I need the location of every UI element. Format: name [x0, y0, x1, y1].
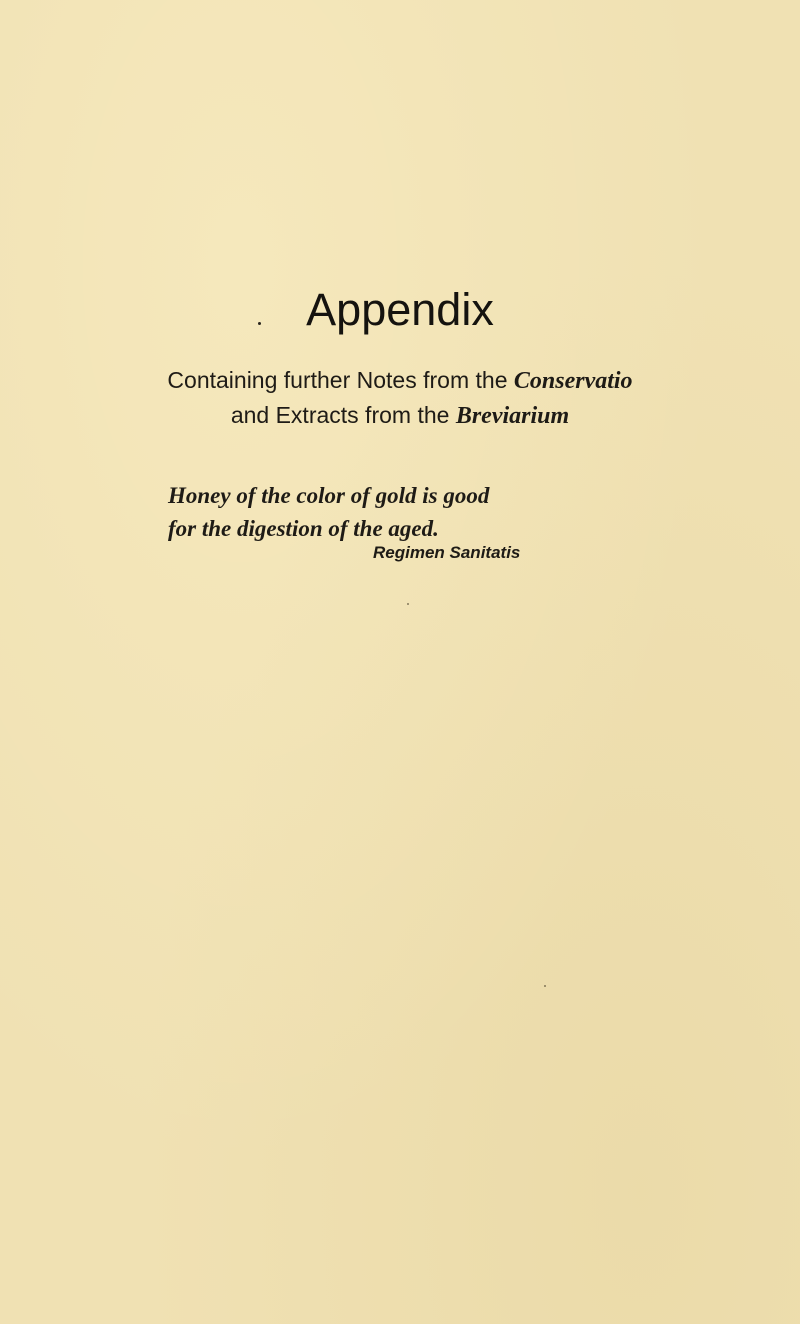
- page-title: [0, 282, 800, 338]
- subtitle-line-1: [0, 363, 800, 398]
- title-text: Appendix: [306, 284, 494, 335]
- paper-speck: [407, 603, 409, 605]
- epigraph-line-1: Honey of the color of gold is good: [168, 483, 490, 508]
- print-mark: [258, 322, 261, 325]
- subtitle-line-1-text: Containing further Notes from the: [167, 367, 514, 393]
- paper-speck: [544, 985, 546, 987]
- subtitle-line-1-italic: Conservatio: [513, 368, 633, 394]
- epigraph-attribution: Regimen Sanitatis: [373, 543, 521, 562]
- subtitle-line-2-text: and Extracts from the: [230, 402, 456, 428]
- subtitle: [0, 363, 800, 433]
- epigraph-line-2: for the digestion of the aged.: [168, 516, 439, 541]
- subtitle-line-2: [0, 398, 800, 433]
- subtitle-line-2-italic: Breviarium: [455, 403, 570, 429]
- epigraph: [168, 479, 489, 545]
